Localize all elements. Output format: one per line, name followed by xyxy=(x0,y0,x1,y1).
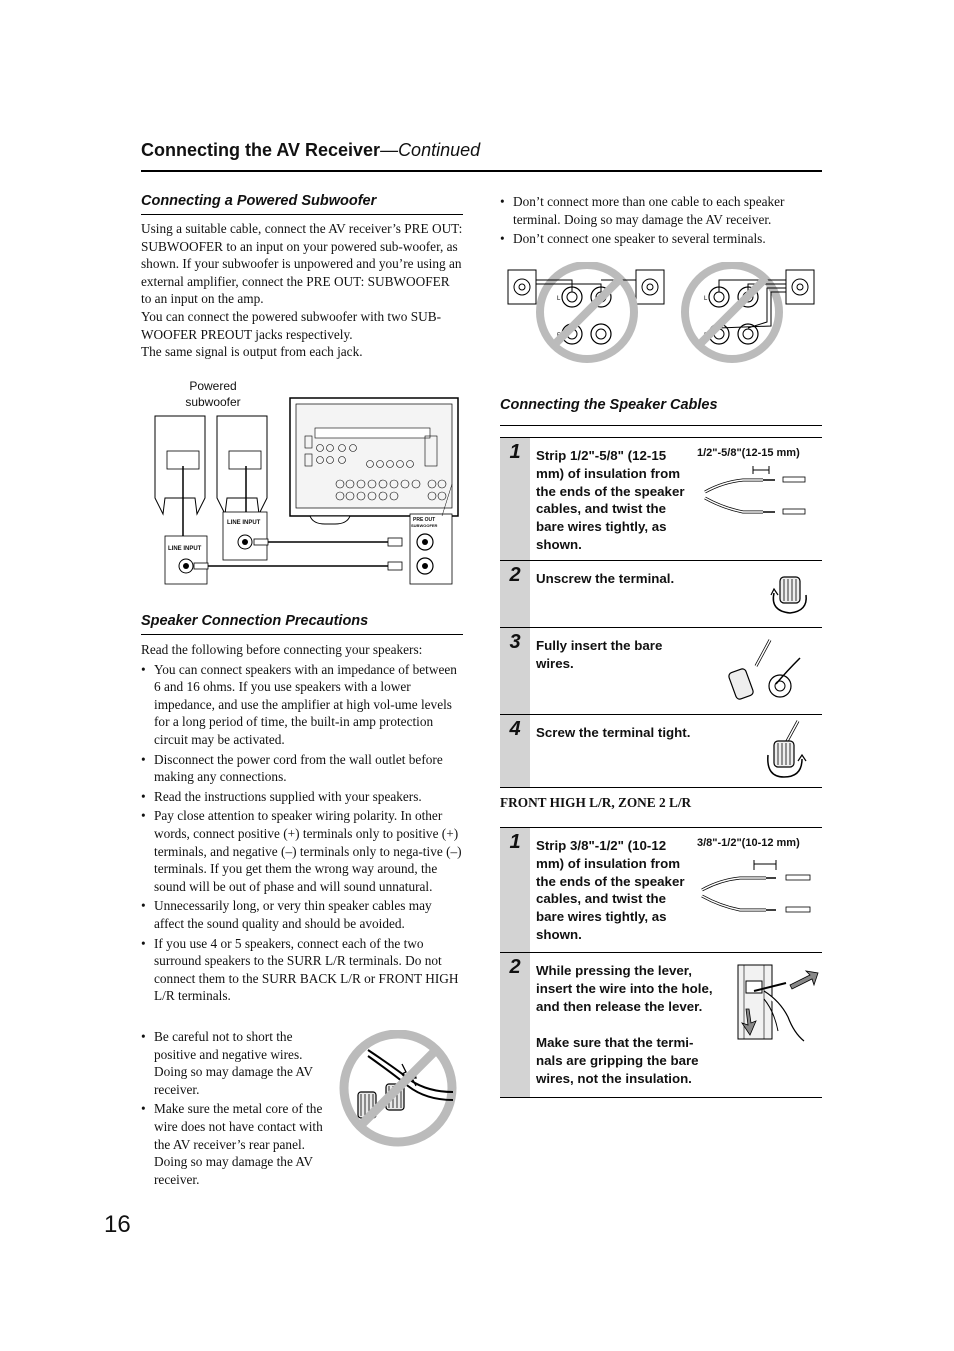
right-bullet-item: • Don’t connect more than one cable to each speaker terminal. Doing so may damage the AV receiver. xyxy=(500,193,822,228)
right-bullets xyxy=(500,193,822,250)
svg-text:L: L xyxy=(557,296,561,302)
tighten-terminal-illustration xyxy=(762,719,810,781)
precaution-item: • Disconnect the power cord from the wall outlet before making any connections. xyxy=(141,751,463,786)
subwoofer-section-title: Connecting a Powered Subwoofer xyxy=(141,193,463,215)
step-2 xyxy=(500,561,822,628)
precaution-item: • If you use 4 or 5 speakers, connect each of the two surround speakers to the SURR L/R terminals. Do not connect them to the SURR BACK L/R or FRONT HIGH L/R terminals. xyxy=(141,935,463,1005)
caption-line: subwoofer xyxy=(185,395,241,409)
precautions-intro: Read the following before connecting your speakers: xyxy=(141,642,423,657)
step-text: Strip 1/2"-5/8" (12-15 mm) of insulation from the ends of the speaker cables, and twist the bare wires tightly, as shown. xyxy=(536,448,685,552)
strip-length-label: 3/8"-1/2"(10-12 mm) xyxy=(697,837,800,849)
press-lever-illustration xyxy=(734,961,820,1043)
page-title-continued: —Continued xyxy=(380,140,481,160)
step-text: While pressing the lever, insert the wire into the hole, and then release the lever. xyxy=(536,963,713,1014)
precaution-item: • Unnecessarily long, or very thin speaker cables may affect the sound quality and should be avoided. xyxy=(141,897,463,932)
strip-length-label: 1/2"-5/8"(12-15 mm) xyxy=(697,447,800,459)
step-number: 1 xyxy=(509,831,521,853)
pre-out-label: PRE OUT xyxy=(413,517,436,523)
stripped-wire-illustration xyxy=(703,464,813,526)
subwoofer-paragraph: You can connect the powered subwoofer with two SUB-WOOFER PREOUT jacks respectively. xyxy=(141,308,441,342)
front-high-step-2 xyxy=(500,953,822,1098)
precautions-text xyxy=(141,641,463,1007)
subwoofer-paragraph: The same signal is output from each jack. xyxy=(141,344,363,360)
right-bullet-item: • Don’t connect one speaker to several terminals. xyxy=(500,230,822,248)
step-number: 1 xyxy=(509,441,521,463)
speaker-cables-section-title: Connecting the Speaker Cables xyxy=(500,397,822,426)
step-text: Fully insert the bare wires. xyxy=(536,638,663,671)
prohibited-wiring-illustrations xyxy=(505,262,820,364)
precaution-item: • You can connect speakers with an impedance of between 6 and 16 ohms. If you use speakers with a lower impedance, and use the amplifier at high vol-ume levels for a long period of time, the built-in amp protection circuit may be activated. xyxy=(141,661,463,749)
subwoofer-paragraph: Using a suitable cable, connect the AV receiver’s PRE OUT: SUBWOOFER to an input on your powered sub-woofer, as shown. If your subwoofer is unpowered and you’re using an external amplifier, connect the PRE OUT: SUBWOOFER to an input on the amp. xyxy=(141,221,463,307)
precautions-list xyxy=(141,661,463,1005)
right-bullet-list xyxy=(500,193,822,248)
step-number: 3 xyxy=(509,631,521,653)
step-text: Unscrew the terminal. xyxy=(536,571,675,586)
speaker-cables-steps xyxy=(500,437,822,788)
precaution-item: • Pay close attention to speaker wiring polarity. In other words, connect positive (+) terminals only to positive (+) terminals, and negative (–) terminals only to nega-tive (–) terminals. If you get them the wrong way around, the sound will be out of phase and will sound unnatural. xyxy=(141,807,463,895)
subwoofer-connection-diagram xyxy=(150,396,460,592)
subwoofer-text xyxy=(141,220,463,361)
page-number: 16 xyxy=(104,1211,131,1238)
step-number: 2 xyxy=(509,956,521,978)
step-text: Screw the terminal tight. xyxy=(536,725,691,740)
step-number: 4 xyxy=(509,718,521,740)
step-text: Strip 3/8"-1/2" (10-12 mm) of insulation from the ends of the speaker cables, and twist the bare wires tightly, as shown. xyxy=(536,838,685,942)
stripped-wire-illustration-2 xyxy=(700,856,816,920)
precautions-text-2 xyxy=(141,1028,331,1190)
insert-wire-illustration xyxy=(726,636,806,708)
no-short-circuit-illustration xyxy=(338,1030,458,1148)
step-3 xyxy=(500,628,822,715)
front-high-title: FRONT HIGH L/R, ZONE 2 L/R xyxy=(500,795,692,810)
step-note: Make sure that the termi-nals are gripping the bare wires, not the insulation. xyxy=(536,1035,699,1086)
front-high-steps xyxy=(500,827,822,1098)
line-input-label-2: LINE INPUT xyxy=(227,520,261,526)
precaution-item: • Read the instructions supplied with your speakers. xyxy=(141,788,463,806)
precaution-item: • Make sure the metal core of the wire does not have contact with the AV receiver’s rear panel. Doing so may damage the AV receiver. xyxy=(141,1100,331,1188)
page-title: Connecting the AV Receiver xyxy=(141,140,381,160)
precaution-item: • Be careful not to short the positive and negative wires. Doing so may damage the AV receiver. xyxy=(141,1028,331,1098)
step-number: 2 xyxy=(509,564,521,586)
step-4 xyxy=(500,715,822,788)
svg-text:L: L xyxy=(704,296,708,302)
front-high-step-1 xyxy=(500,828,822,953)
page-header xyxy=(141,140,822,172)
unscrew-terminal-illustration xyxy=(768,571,812,617)
step-1 xyxy=(500,438,822,561)
precautions-section-title: Speaker Connection Precautions xyxy=(141,613,463,635)
precautions-list-2 xyxy=(141,1028,331,1188)
pre-out-subwoofer-label: SUBWOOFER xyxy=(411,523,438,528)
line-input-label-1: LINE INPUT xyxy=(168,546,202,552)
caption-line: Powered xyxy=(189,379,237,393)
